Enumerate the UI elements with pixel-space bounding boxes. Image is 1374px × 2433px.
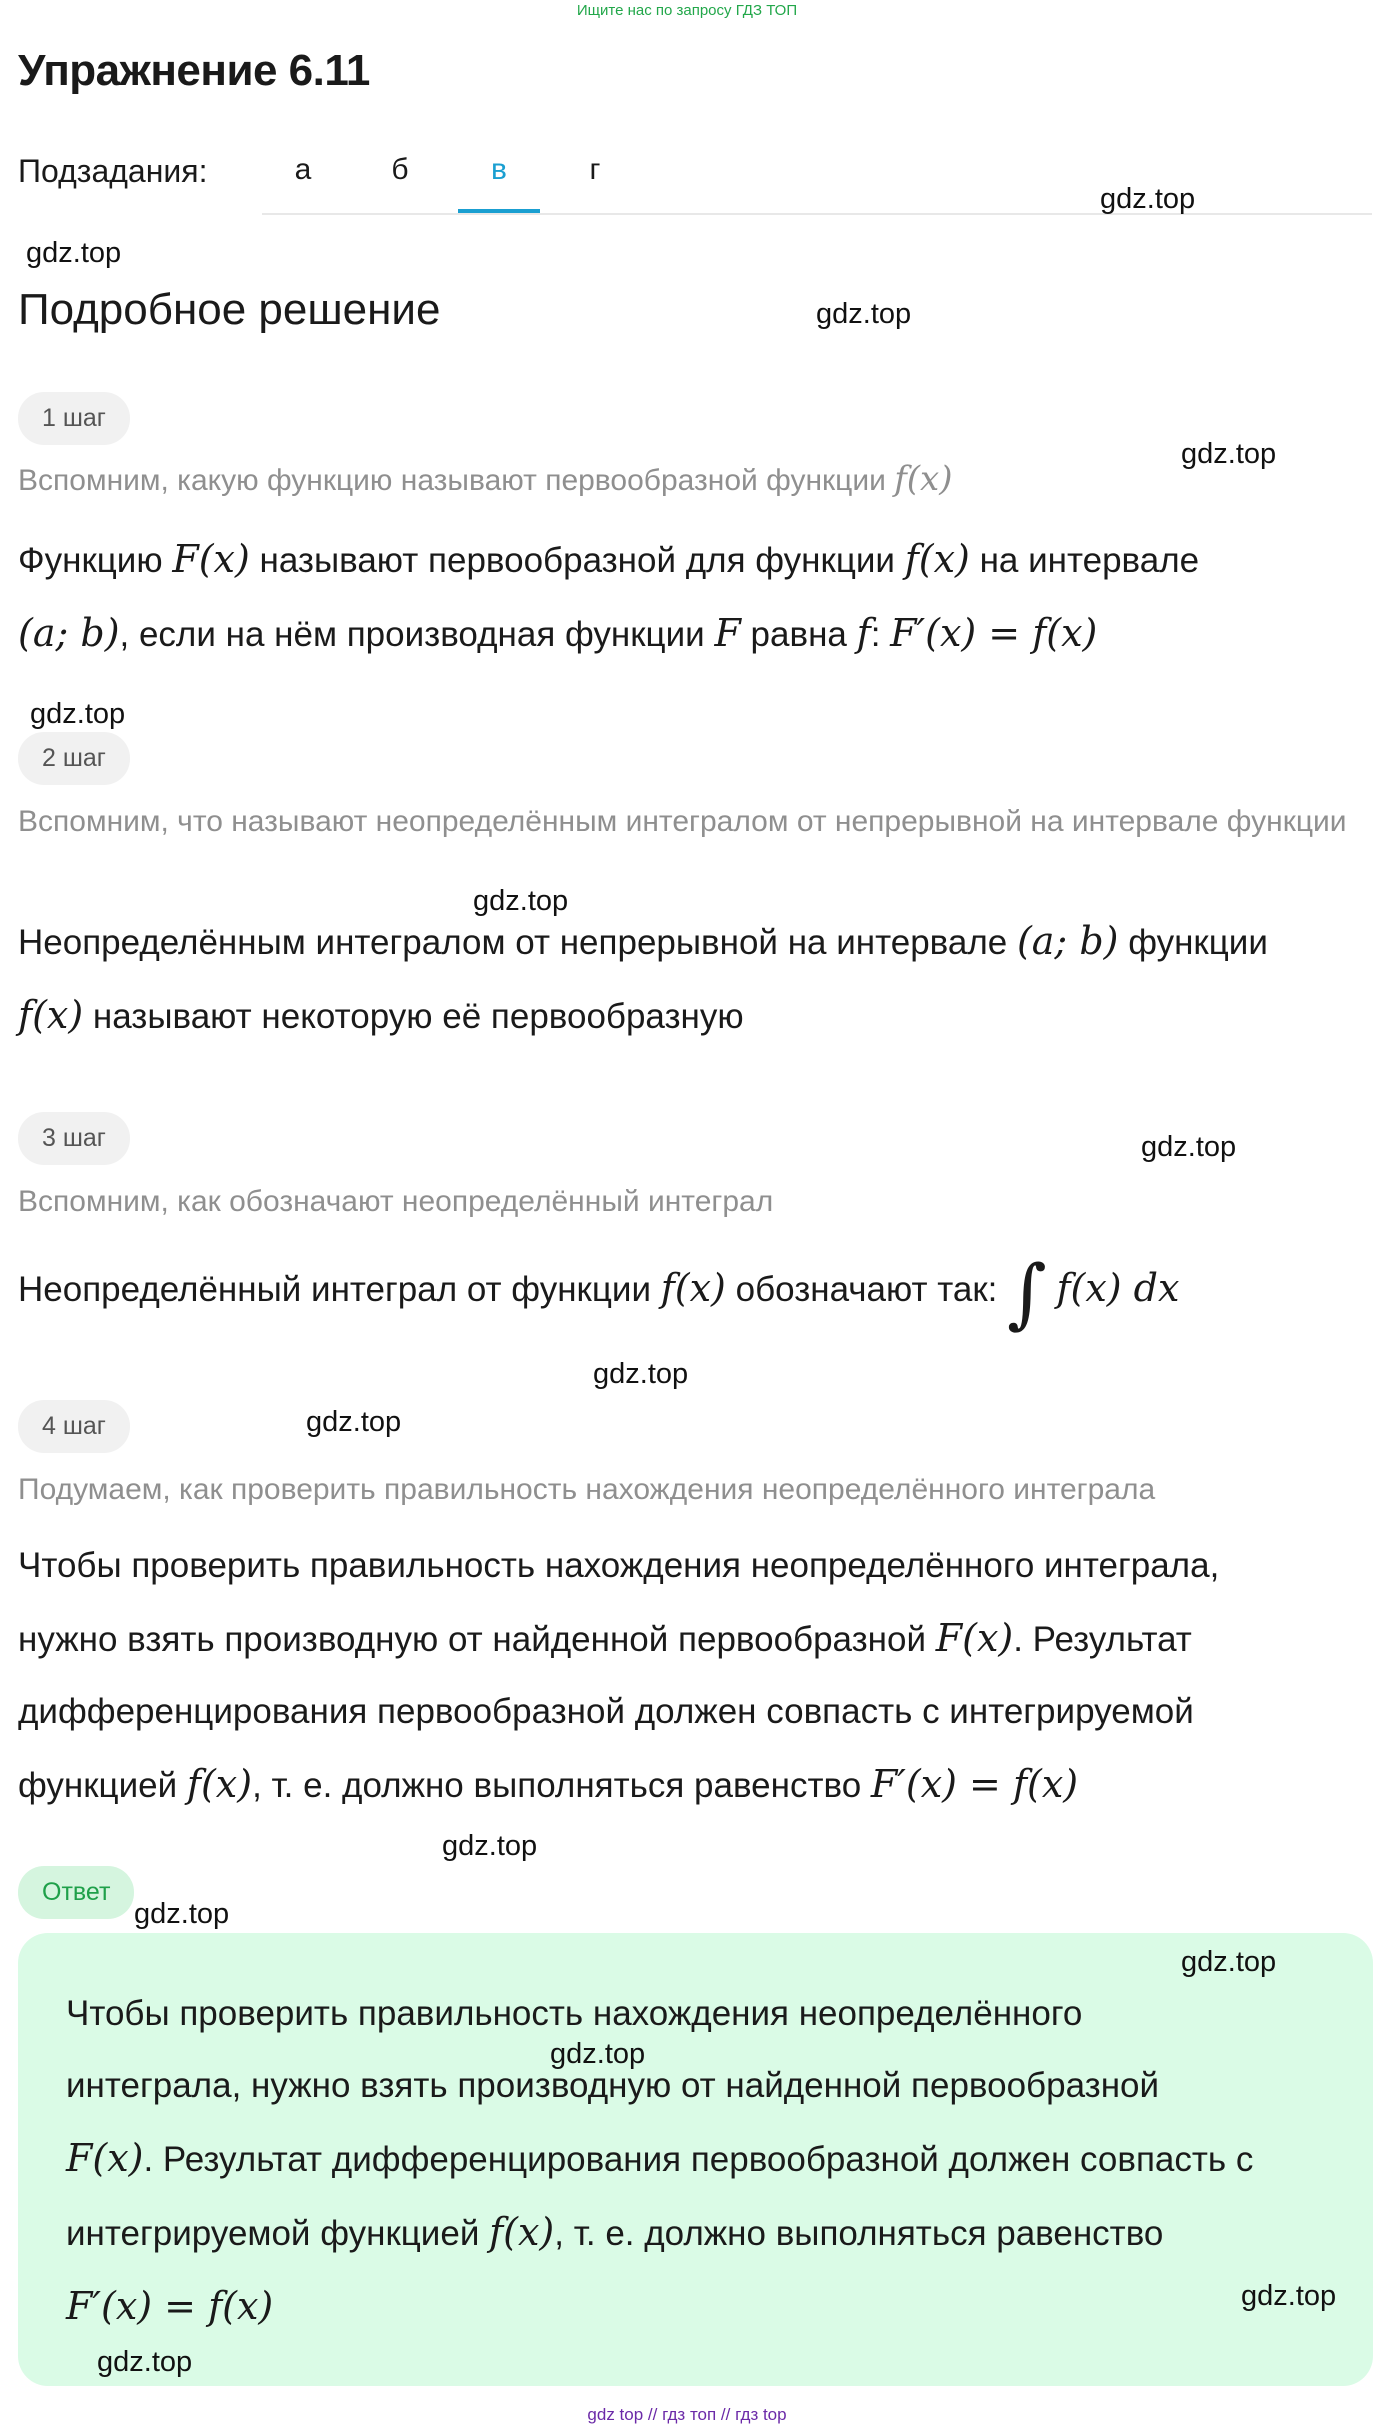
step-1-text-1: Функцию — [18, 541, 163, 580]
step-1-math-6: F′(x) = f(x) — [890, 611, 1098, 655]
step-2-body — [18, 905, 1358, 1053]
watermark: gdz.top — [306, 1406, 402, 1438]
watermark: gdz.top — [1181, 1946, 1277, 1978]
step-4-text-1: Чтобы проверить правильность нахождения неопределённого интеграла, — [18, 1546, 1220, 1585]
watermark: gdz.top — [26, 237, 122, 269]
step-4-text-5: функцией — [18, 1766, 178, 1805]
step-2-math-2: f(x) — [18, 993, 84, 1037]
step-3-text-1: Неопределённый интеграл от функции — [18, 1270, 651, 1309]
answer-math-2: f(x) — [489, 2210, 555, 2254]
tab-a[interactable]: а — [294, 153, 312, 186]
step-1-math-4: F — [714, 611, 741, 655]
answer-text — [66, 1978, 1356, 2344]
step-1-text-2: называют первообразной для функции — [259, 541, 895, 580]
step-2-text-3: называют некоторую её первообразную — [92, 997, 744, 1036]
step-1-text-6: : — [870, 615, 881, 654]
answer-text-3: . Результат дифференцирования первообразной должен совпасть с — [143, 2140, 1254, 2179]
footer-links[interactable]: gdz top // гдз топ // гдз top — [587, 2405, 787, 2424]
step-1-math-3: (a; b) — [18, 611, 120, 655]
step-3-math-3: f(x) dx — [1056, 1266, 1180, 1310]
watermark: gdz.top — [473, 885, 569, 917]
step-4-body — [18, 1530, 1358, 1822]
step-4-pill: 4 шаг — [18, 1400, 130, 1453]
step-1-text-5: равна — [750, 615, 847, 654]
watermark: gdz.top — [442, 1830, 538, 1862]
step-1-pill: 1 шаг — [18, 392, 130, 445]
answer-text-1: Чтобы проверить правильность нахождения неопределённого — [66, 1994, 1083, 2033]
step-4-math-1: F(x) — [935, 1616, 1014, 1660]
step-2-math-1: (a; b) — [1016, 919, 1119, 963]
step-1-text-4: , если на нём производная функции — [119, 615, 705, 654]
watermark: gdz.top — [97, 2346, 193, 2378]
step-2-text-2: функции — [1128, 923, 1268, 962]
step-1-text-3: на интервале — [979, 541, 1200, 580]
step-3-body — [18, 1248, 1358, 1337]
watermark: gdz.top — [134, 1898, 230, 1930]
subtask-tabs — [262, 145, 1372, 215]
step-1-math-2: f(x) — [904, 537, 970, 581]
answer-text-5: , т. е. должно выполняться равенство — [554, 2214, 1164, 2253]
step-1-body — [18, 523, 1358, 671]
watermark: gdz.top — [1141, 1131, 1237, 1163]
step-1-hint — [18, 457, 1358, 503]
step-1-hint-text: Вспомним, какую функцию называют первообразной функции — [18, 464, 886, 497]
step-2-pill: 2 шаг — [18, 732, 130, 785]
step-4-math-3: F′(x) = f(x) — [870, 1762, 1079, 1806]
watermark: gdz.top — [1100, 183, 1196, 215]
answer-text-2: интеграла, нужно взять производную от найденной первообразной — [66, 2066, 1160, 2105]
tab-v[interactable]: в — [458, 153, 540, 213]
answer-pill: Ответ — [18, 1866, 134, 1919]
step-4-text-3: . Результат — [1013, 1620, 1192, 1659]
watermark: gdz.top — [593, 1358, 689, 1390]
step-1-hint-math: f(x) — [894, 459, 953, 499]
step-3-pill: 3 шаг — [18, 1112, 130, 1165]
step-3-text-2: обозначают так: — [735, 1270, 998, 1309]
step-1-math-1: F(x) — [172, 537, 250, 581]
top-banner: Ищите нас по запросу ГДЗ ТОП — [576, 2, 798, 19]
watermark: gdz.top — [550, 2038, 646, 2070]
step-4-text-2: нужно взять производную от найденной первообразной — [18, 1620, 927, 1659]
step-4-text-4: дифференцирования первообразной должен совпасть с интегрируемой — [18, 1692, 1194, 1731]
step-2-text-1: Неопределённым интегралом от непрерывной на интервале — [18, 923, 1008, 962]
watermark: gdz.top — [1181, 438, 1277, 470]
page-title: Упражнение 6.11 — [18, 46, 370, 95]
watermark: gdz.top — [30, 698, 126, 730]
subtasks-label: Подзадания: — [18, 153, 208, 189]
step-1-math-5: f — [856, 611, 871, 655]
answer-math-1: F(x) — [66, 2136, 144, 2180]
step-4-text-6: , т. е. должно выполняться равенство — [252, 1766, 862, 1805]
answer-text-4: интегрируемой функцией — [66, 2214, 480, 2253]
step-4-math-2: f(x) — [186, 1762, 253, 1806]
watermark: gdz.top — [1241, 2280, 1337, 2312]
tab-b[interactable]: б — [391, 153, 409, 186]
integral-sign-icon: ∫ — [1007, 1248, 1047, 1337]
tab-g[interactable]: г — [589, 153, 601, 186]
watermark: gdz.top — [816, 298, 912, 330]
step-4-hint: Подумаем, как проверить правильность нахождения неопределённого интеграла — [18, 1473, 1156, 1506]
section-title: Подробное решение — [18, 285, 441, 334]
step-2-hint: Вспомним, что называют неопределённым интегралом от непрерывной на интервале функции — [18, 805, 1347, 838]
step-3-hint: Вспомним, как обозначают неопределённый интеграл — [18, 1185, 774, 1218]
step-3-math-1: f(x) — [660, 1266, 726, 1310]
answer-math-3: F′(x) = f(x) — [66, 2284, 274, 2328]
